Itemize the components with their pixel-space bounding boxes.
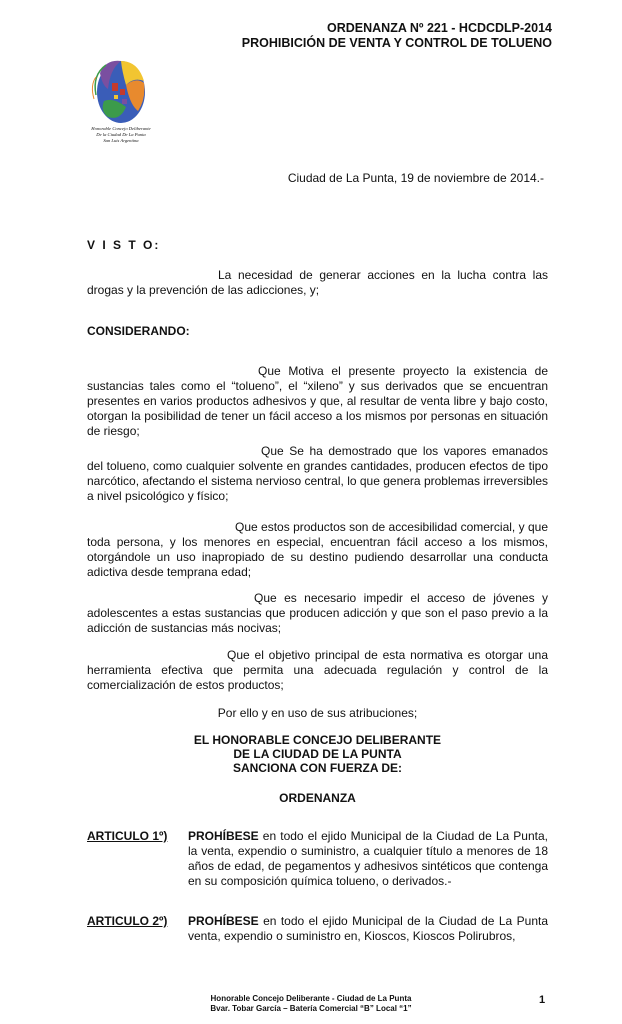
considerando-paragraph-1: Que Motiva el presente proyecto la existencia de sustancias tales como el “tolueno”, el “xileno” y sus derivados que se encuentran presentes en varios productos adhesivos y que, al resultar de venta libre y bajo costo, otorgan la posibilidad de tener un fácil acceso a los mismos por personas en situación de riesgo;	[87, 364, 548, 438]
ordenanza-heading: ORDENANZA	[279, 791, 356, 805]
article-2	[87, 914, 548, 944]
considerando-heading: CONSIDERANDO:	[87, 324, 190, 338]
por-ello-line: Por ello y en uso de sus atribuciones;	[217, 706, 418, 720]
article-1	[87, 829, 548, 889]
council-emblem-icon	[86, 55, 156, 125]
article-2-body: PROHÍBESE en todo el ejido Municipal de la Ciudad de La Punta venta, expendio o suministro en, Kioscos, Kioscos Polirubros,	[188, 914, 548, 943]
considerando-paragraph-3: Que estos productos son de accesibilidad comercial, y que toda persona, y los menores en especial, encuentran fácil acceso a los mismos, otorgándole un uso inapropiado de su destino pudiendo desarrollar una conducta adictiva desde temprana edad;	[87, 520, 548, 579]
page-number: 1	[539, 994, 546, 1006]
logo-caption: Honorable Concejo Deliberante De la Ciudad De La Punta San Luis Argentina	[91, 126, 151, 143]
considerando-paragraph-5: Que el objetivo principal de esta normativa es otorgar una herramienta efectiva que permita una adecuada regulación y control de la comercialización de estos productos;	[87, 648, 548, 692]
visto-text: La necesidad de generar acciones en la lucha contra las drogas y la prevención de las adicciones, y;	[87, 268, 548, 297]
considerando-paragraph-4: Que es necesario impedir el acceso de jóvenes y adolescentes a estas sustancias que producen adicción y que son el paso previo a la adicción de sustancias más nocivas;	[87, 591, 548, 635]
ordinance-number: ORDENANZA Nº 221 - HCDCDLP-2014	[327, 21, 552, 35]
resolve-block: EL HONORABLE CONCEJO DELIBERANTE DE LA CIUDAD DE LA PUNTA SANCIONA CON FUERZA DE:	[193, 733, 442, 775]
ordinance-title: PROHIBICIÓN DE VENTA Y CONTROL DE TOLUENO	[241, 36, 552, 50]
council-logo	[86, 55, 156, 144]
article-1-label: ARTICULO 1º)	[87, 829, 168, 843]
article-2-label: ARTICULO 2º)	[87, 914, 168, 928]
considerando-paragraph-2: Que Se ha demostrado que los vapores emanados del tolueno, como cualquier solvente en grandes cantidades, producen efectos de tipo narcótico, afectando el sistema nervioso central, lo que genera problemas irreversibles a nivel psicológico y físico;	[87, 444, 548, 503]
article-1-body: PROHÍBESE en todo el ejido Municipal de la Ciudad de La Punta, la venta, expendio o suministro, a cualquier título a menores de 18 años de edad, de pegamentos y adhesivos sintéticos que contenga en su composición química tolueno, o derivados.-	[188, 829, 548, 888]
visto-heading: V I S T O:	[87, 238, 161, 252]
document-header	[242, 21, 552, 51]
date-line: Ciudad de La Punta, 19 de noviembre de 2014.-	[287, 171, 544, 185]
footer-address: Honorable Concejo Deliberante - Ciudad de La Punta Bvar. Tobar García – Batería Comercial “B” Local “1”	[210, 994, 412, 1013]
